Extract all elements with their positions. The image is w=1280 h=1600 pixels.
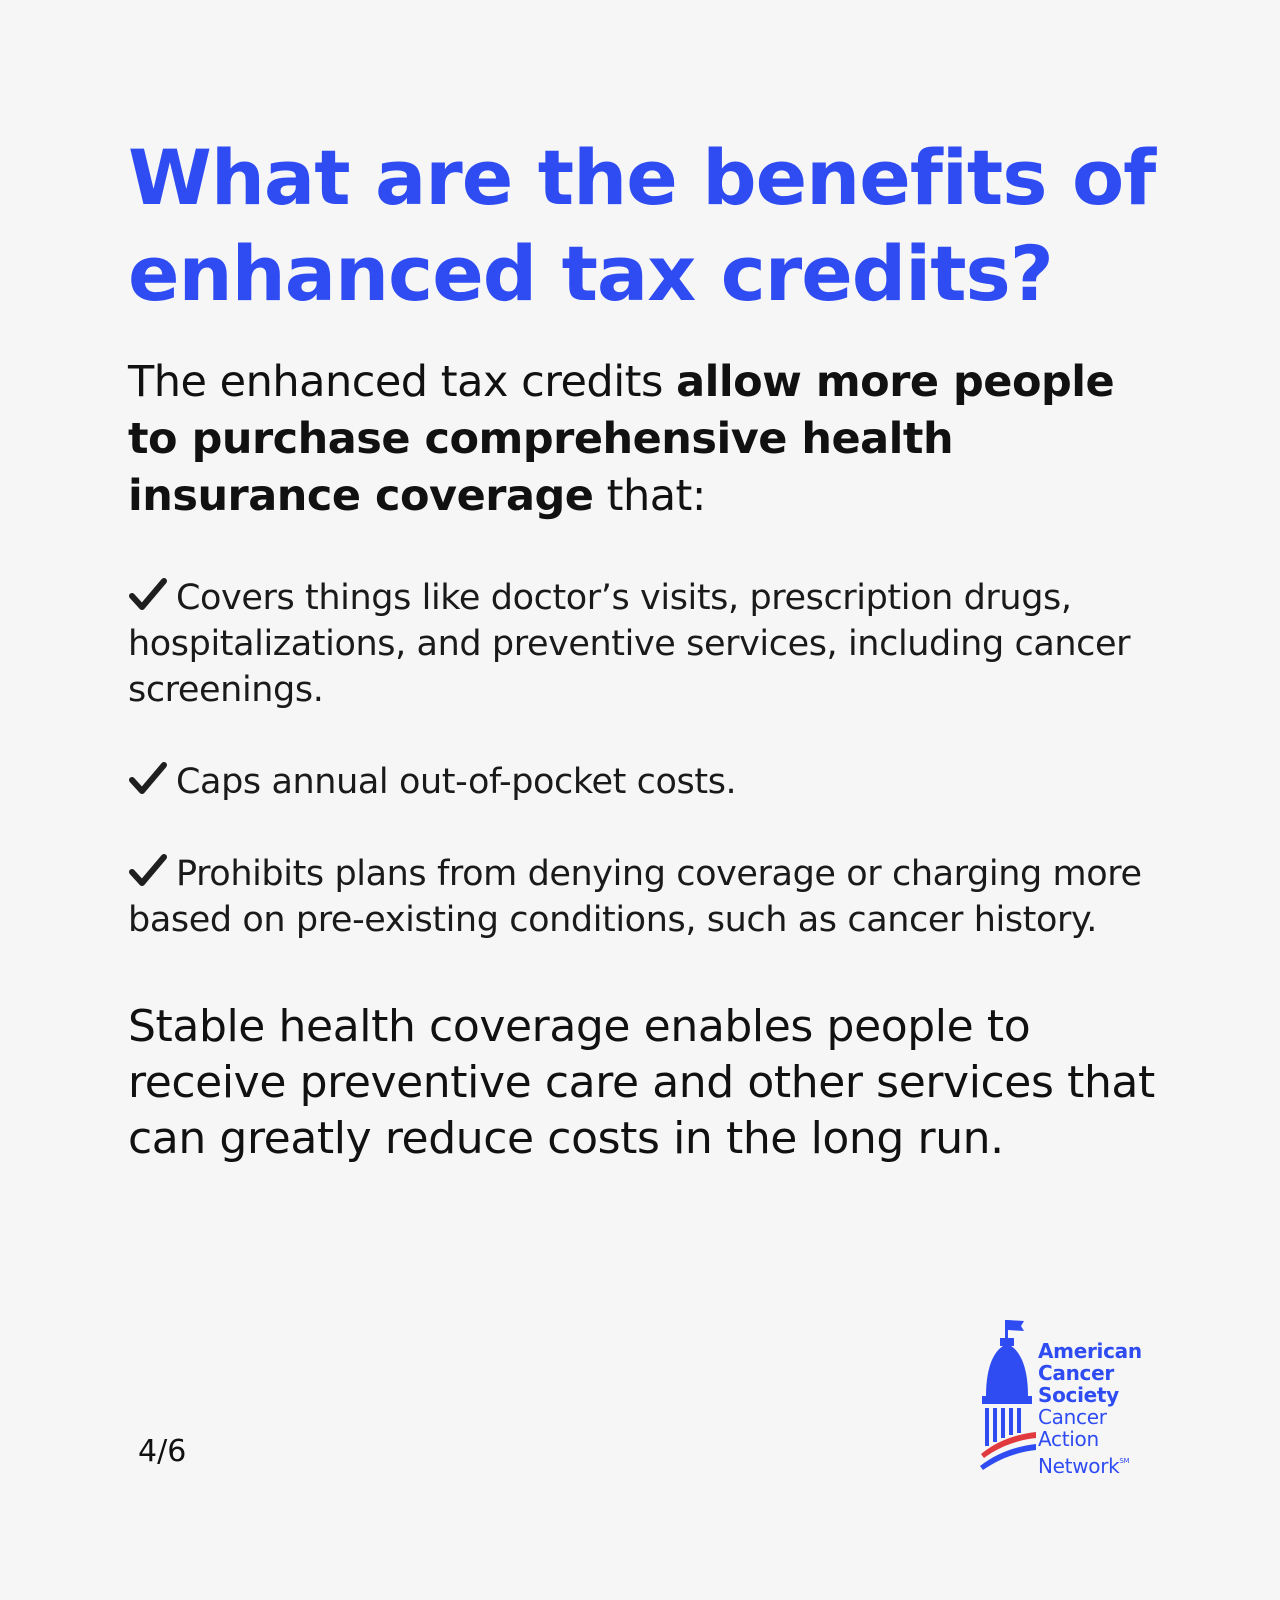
- benefit-item: [128, 851, 1168, 943]
- benefit-text: Covers things like doctor’s visits, prescription drugs, hospitalizations, and preventive services, including cancer screenings.: [128, 578, 1131, 710]
- acs-can-logo: [978, 1318, 1168, 1478]
- logo-line-cancer-sub: Cancer: [1038, 1405, 1107, 1429]
- page-counter: 4/6: [138, 1434, 187, 1469]
- check-icon: [128, 577, 168, 613]
- logo-wordmark: [1038, 1340, 1142, 1477]
- benefit-text: Caps annual out-of-pocket costs.: [176, 762, 737, 802]
- intro-lead: The enhanced tax credits: [128, 357, 677, 407]
- logo-line-network-wrap: [1038, 1450, 1142, 1477]
- slide-title: What are the benefits of enhanced tax credits?: [128, 133, 1156, 318]
- benefits-list: [128, 575, 1168, 943]
- logo-line-american: American: [1038, 1339, 1142, 1363]
- benefit-text: Prohibits plans from denying coverage or charging more based on pre-existing conditions, such as cancer history.: [128, 854, 1142, 940]
- check-icon: [128, 853, 168, 889]
- slide-content: [128, 130, 1168, 1167]
- closing-paragraph: Stable health coverage enables people to receive preventive care and other services that can greatly reduce costs in the long run.: [128, 1001, 1155, 1164]
- logo-line-action: Action: [1038, 1427, 1099, 1451]
- check-icon: [128, 761, 168, 797]
- intro-tail: that:: [593, 471, 706, 521]
- logo-line-cancer: Cancer: [1038, 1361, 1114, 1385]
- capitol-dome-icon: [978, 1318, 1036, 1473]
- benefit-item: [128, 759, 1168, 805]
- benefit-item: [128, 575, 1168, 713]
- intro-emphasis: allow more people to purchase comprehensive health insurance coverage: [128, 357, 1115, 521]
- intro-paragraph: [128, 354, 1168, 525]
- logo-line-network: Network: [1038, 1454, 1120, 1478]
- logo-trademark: SM: [1119, 1457, 1130, 1465]
- logo-line-society: Society: [1038, 1383, 1119, 1407]
